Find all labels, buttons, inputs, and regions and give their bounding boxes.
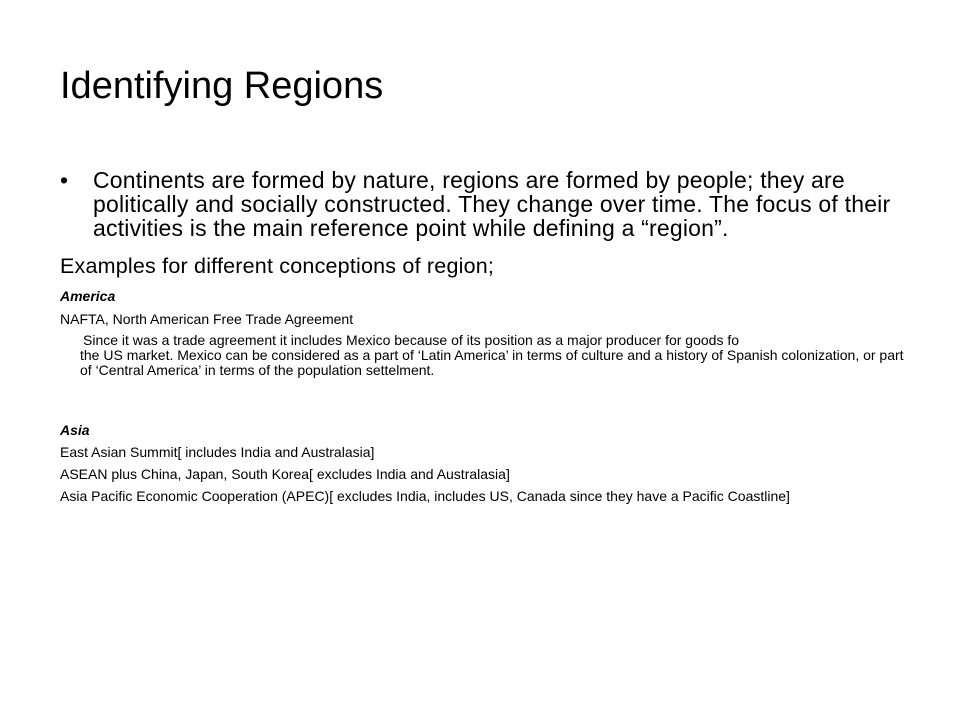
america-heading: America (60, 288, 116, 304)
asia-item-asean: ASEAN plus China, Japan, South Korea[ excludes India and Australasia] (60, 466, 510, 482)
bullet-dot-icon: • (60, 167, 69, 193)
asia-item-apec: Asia Pacific Economic Cooperation (APEC)[ excludes India, includes US, Canada since they have a Pacific Coastline] (60, 488, 790, 504)
america-paragraph-line1: Since it was a trade agreement it includes Mexico because of its position as a major producer for goods fo (83, 332, 740, 348)
main-bullet-text: Continents are formed by nature, regions are formed by people; they are politically and socially constructed. They change over time. The focus of their activities is the main reference point while defining a “region”. (93, 167, 891, 241)
asia-heading: Asia (60, 422, 90, 438)
america-paragraph-rest: the US market. Mexico can be considered as a part of ‘Latin America’ in terms of culture and a history of Spanish colonization, or part of ‘Central America’ in terms of the population settelment. (80, 347, 904, 378)
examples-heading: Examples for different conceptions of region; (60, 254, 495, 278)
slide-title: Identifying Regions (60, 65, 384, 107)
main-bullet (60, 168, 920, 240)
america-paragraph (60, 333, 910, 378)
nafta-line: NAFTA, North American Free Trade Agreement (60, 311, 354, 327)
asia-item-eas: East Asian Summit[ includes India and Australasia] (60, 444, 375, 460)
slide-content (60, 168, 920, 504)
